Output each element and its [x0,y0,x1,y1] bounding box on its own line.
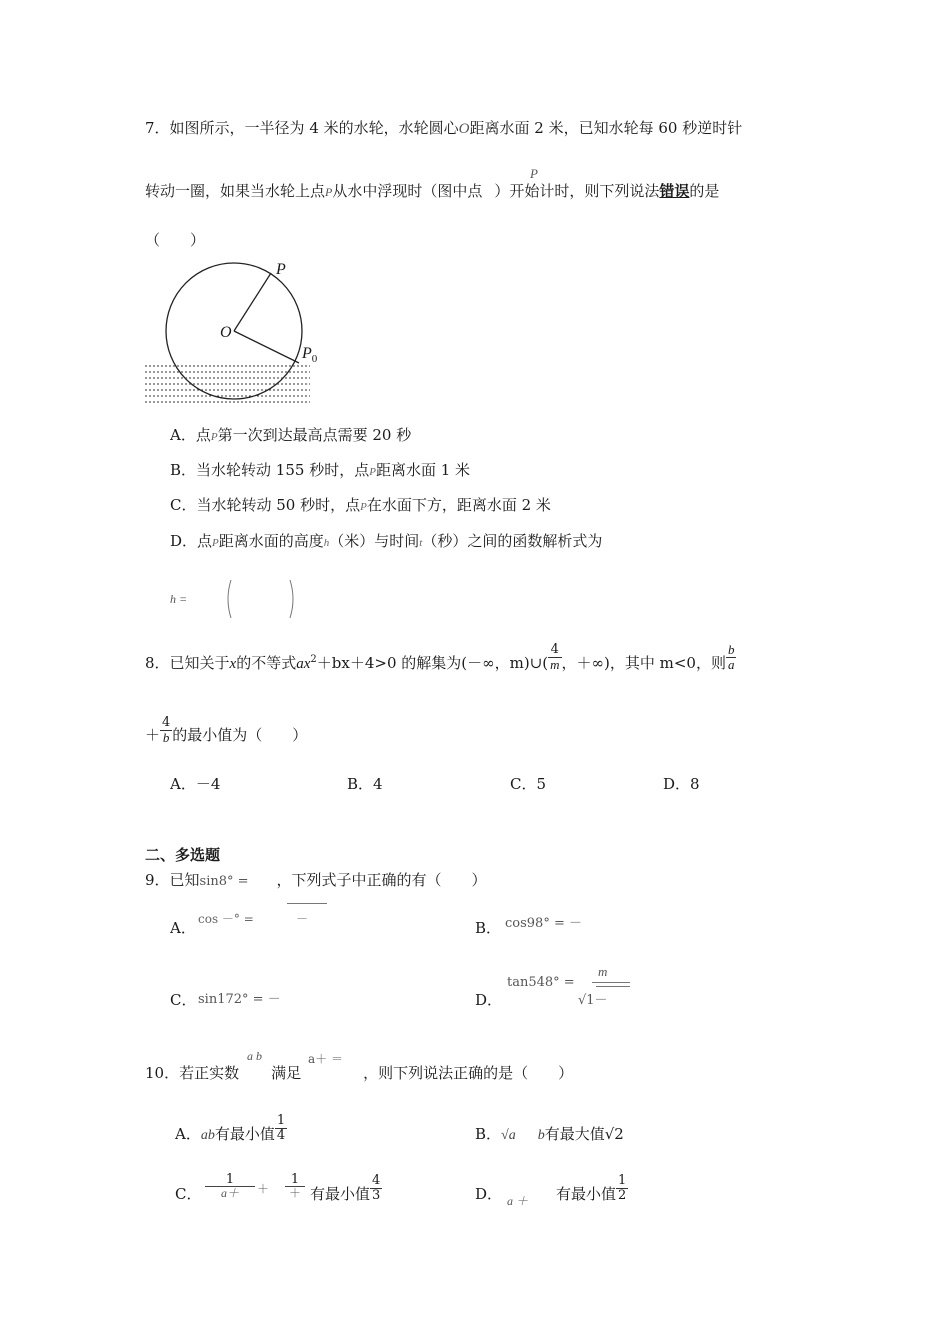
label-P0-main: P [302,345,312,362]
frac-4-over-3 [370,1174,382,1202]
q10-option-d-label: D． [475,1185,503,1203]
frac-num: 4 [548,643,561,658]
q9-option-b-expr: cos98° = － [505,916,582,931]
figure-label-P0 [302,346,317,365]
var-h: h [323,537,330,549]
q7-optD-a: D．点 [170,532,213,550]
q9-option-d-expr: tan548° = [507,975,575,990]
var-P-d: P [212,537,219,549]
q10-option-c-label: C． [175,1185,202,1203]
q7-optD-d: （秒）之间的函数解析式为 [422,532,603,550]
figure-label-O: O [220,324,232,341]
label-P0-sub: 0 [311,353,318,366]
q10-A-label: A． [175,1125,201,1143]
frac-4-over-b [160,716,172,744]
q10-option-d-text [556,1172,628,1203]
q10-A-num: 1 [276,1112,286,1128]
q8-plus: ＋ [145,726,161,745]
var-P: P [325,185,333,199]
q10-option-a [175,1112,287,1143]
formula-h: h = [170,592,188,606]
var-P-above: P [530,166,538,181]
q7-text-b: 距离水面 2 米，已知水轮每 60 秒逆时针 [469,119,743,137]
q10-B-text: 有最大值 [544,1125,605,1143]
q10-A-text: 有最小值 [214,1125,275,1143]
q10-text-b: 满足 [271,1064,302,1082]
q7-text-a: 7．如图所示，一半径为 4 米的水轮，水轮圆心 [145,119,459,137]
q10-D-fden: 2 [618,1187,627,1203]
q8-option-c: C．5 [510,775,547,793]
emphasis-cuowu: 错误 [659,182,690,200]
radius-OP0 [234,331,299,363]
var-t: t [419,537,423,549]
q10-B-sqrt: √a [501,1128,516,1143]
q10-option-c-text [310,1172,382,1203]
q7-text-c: 转动一圈，如果当水轮上点 [145,182,326,200]
water-wheel-figure [140,255,340,415]
q10-C-fnum: 4 [372,1172,381,1188]
figure-label-P: P [276,261,286,278]
q9-option-c-expr: sin172° = － [198,992,281,1007]
q10-C-text: 有最小值 [310,1185,371,1203]
q9-sin8: sin8° = [199,874,249,889]
q10-option-b [475,1127,624,1143]
var-P-c: P [360,501,367,513]
q9-d-frac-bar2 [596,986,630,987]
q7-optB-a: B．当水轮转动 155 秒时，点 [170,461,370,479]
q8-text-c: ＋bx＋4>0 的解集为(－∞，m)∪( [316,654,549,672]
q8-text-b: 的不等式 [236,654,297,672]
q7-line1 [145,121,742,137]
var-P-a: P [210,431,218,443]
q9-option-a-expr: cos －° = [198,912,254,926]
q9-option-c-label: C． [170,991,197,1009]
var-x: x [229,656,237,672]
frac-b: b [727,641,735,657]
q10-c-frac1 [205,1173,255,1199]
formula-parentheses [222,578,302,620]
q7-text-e: ）开始计时，则下列说法 [494,182,660,200]
q10-B-val: √2 [604,1125,624,1143]
q10-B-b: b [537,1128,545,1143]
q10-C-den2: ＋ [288,1186,301,1200]
q10-C-den1: a＋ [220,1186,239,1200]
q7-optB-b: 距离水面 1 米 [375,461,471,479]
q8-option-b: B．4 [347,775,383,793]
water-surface-lines [145,366,310,402]
q7-option-b [170,463,470,478]
frac-4-over-m [548,643,561,671]
q7-optA-a: A．点 [170,426,211,444]
q8-option-a: A．－4 [170,775,221,793]
frac-den: m [550,656,560,672]
q9-text-a: 9．已知 [145,871,200,889]
frac-b-den: b [162,729,170,745]
q10-line [145,1066,573,1081]
q7-paren: （ ） [145,231,206,249]
exp-2: 2 [310,654,317,665]
var-P-b: P [369,466,376,478]
var-O: O [458,121,470,137]
q9-option-d-label: D． [475,991,503,1009]
q9-d-frac-bar [592,982,630,983]
q10-text-c: ，则下列说法正确的是（ ） [363,1064,574,1082]
q9-line [145,873,487,888]
q7-optA-b: 第一次到达最高点需要 20 秒 [217,426,412,444]
q8-option-d: D．8 [663,775,700,793]
q7-optD-b: 距离水面的高度 [218,532,324,550]
q8-line1 [145,641,736,672]
q10-C-num2: 1 [285,1173,305,1187]
q10-C-fden: 3 [372,1187,381,1203]
q8-text-a: 8．已知关于 [145,654,230,672]
q7-option-c [170,498,551,513]
q10-A-var: ab [200,1128,215,1143]
q7-text-d: 从水中浮现时（图中点 [332,182,483,200]
q9-d-num: m [598,964,608,979]
q10-cond: a＋ ＝ [308,1052,343,1066]
q8-line2 [145,715,308,745]
q10-text-a: 10．若正实数 [145,1064,240,1082]
q8-text-e: 的最小值为（ ） [172,726,308,745]
q7-optD-c: （米）与时间 [329,532,420,550]
q10-D-text: 有最小值 [556,1185,617,1203]
frac-4: 4 [162,715,171,730]
q9-option-a-label: A． [170,919,196,937]
q8-text-d: ，＋∞)，其中 m<0，则 [561,654,726,672]
q10-B-label: B． [475,1125,502,1143]
q9-option-a-rhs: － [296,912,309,926]
q9-a-frac-bar [287,903,327,904]
q7-text-f: 的是 [689,182,720,200]
frac-a: a [727,656,735,672]
q10-D-fnum: 1 [618,1172,627,1188]
section-title: 二、多选题 [145,846,221,864]
radius-OP [234,273,271,331]
term-ax: ax [296,656,311,672]
q7-optC-b: 在水面下方，距离水面 2 米 [366,496,551,514]
q7-option-d [170,534,602,549]
q10-c-frac2 [285,1173,305,1199]
q10-ab-vars: a b [247,1049,262,1063]
frac-1-over-4 [275,1114,287,1142]
q10-A-den: 4 [276,1127,286,1143]
q10-option-d-expr: a ＋ [507,1194,529,1208]
q7-option-a [170,428,411,443]
q10-c-plus: ＋ [257,1182,270,1196]
q9-option-b-label: B． [475,919,502,937]
q10-C-num1: 1 [205,1173,255,1187]
frac-b-over-a [726,643,737,671]
q7-line2 [145,184,719,199]
q7-optC-a: C．当水轮转动 50 秒时，点 [170,496,361,514]
q9-text-b: ，下列式子中正确的有（ ） [276,871,487,889]
q9-d-den: √1－ [578,993,608,1008]
frac-1-over-2 [616,1174,628,1202]
